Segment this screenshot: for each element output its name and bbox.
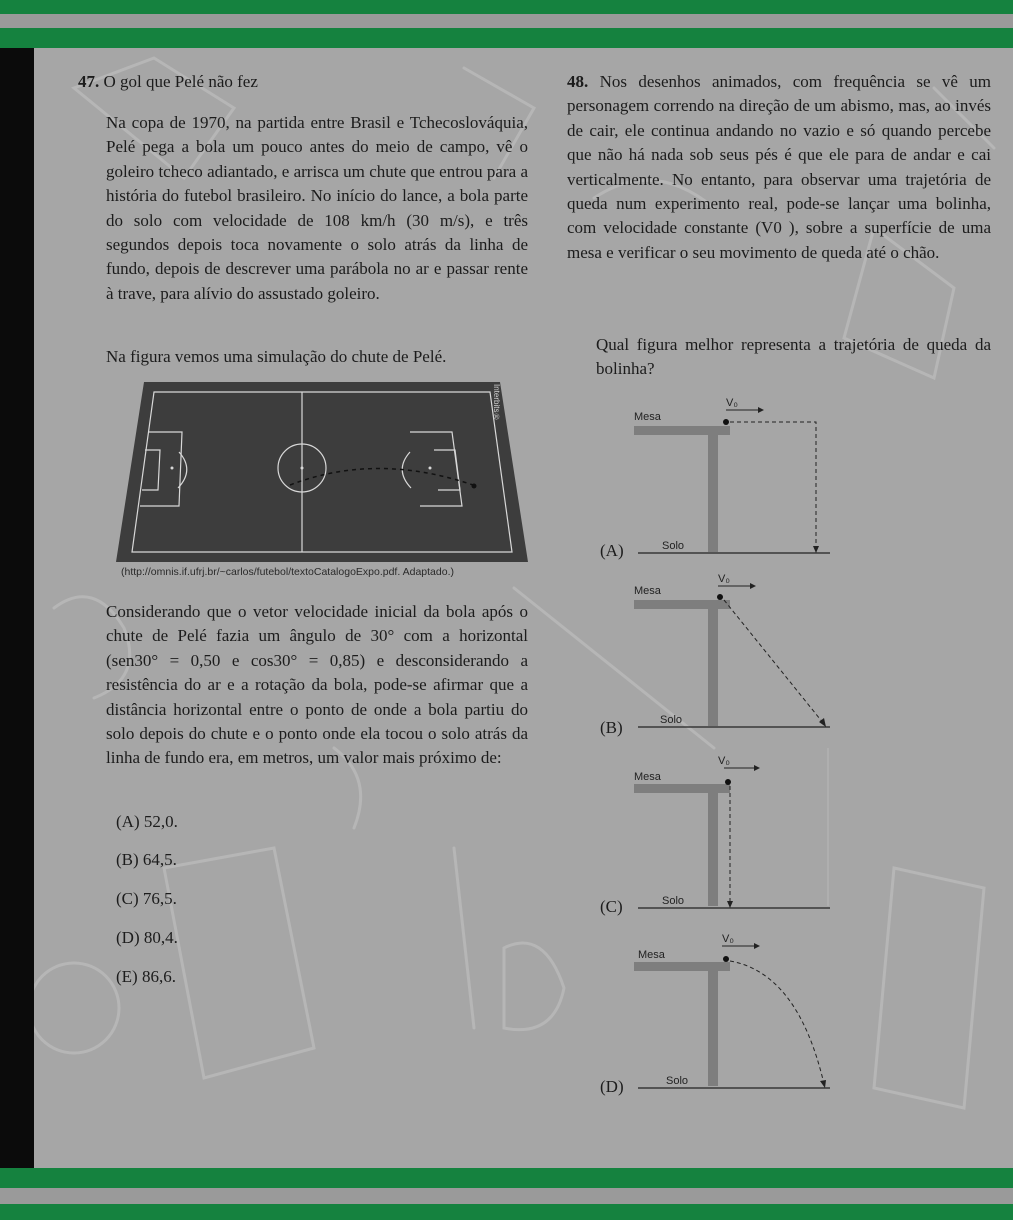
diagram-d-mesa-label: Mesa: [638, 949, 665, 961]
q48-option-b[interactable]: (B): [600, 718, 623, 737]
q47-number: 47.: [78, 72, 100, 91]
soccer-field-figure: [116, 382, 528, 562]
bottom-gray-band: [0, 1188, 1013, 1204]
diagram-d-solo-label: Solo: [666, 1075, 689, 1087]
left-black-bar: [0, 0, 34, 1220]
q48-option-c[interactable]: (C): [600, 897, 623, 916]
diagram-c-solo-label: Solo: [662, 895, 685, 907]
q48-option-d[interactable]: (D): [600, 1077, 624, 1096]
q47-heading: [78, 70, 258, 94]
diagram-b-mesa-label: Mesa: [634, 585, 661, 597]
q48-text: Nos desenhos animados, com frequência se vê um personagem correndo na direção de um abismo, mas, ao invés de cair, ele continua andando no vazio e só quando percebe que não há nada sob seus pés é que ele para de andar e cai verticalmente. No entanto, para observar uma trajetória de queda num experimento real, pode-se lançar uma bolinha, com velocidade constante (V0 ), sobre a superfície de uma mesa e verificar o seu movimento de queda até o chão.: [567, 72, 992, 262]
q47-paragraph-2: Na figura vemos uma simulação do chute de Pelé.: [106, 347, 447, 366]
diagram-c: [598, 748, 830, 912]
diagram-a-v0-label: V₀: [726, 397, 738, 409]
figure-credit: Interbits®: [492, 384, 501, 422]
q47-paragraph-1: Na copa de 1970, na partida entre Brasil e Tchecoslováquia, Pelé pega a bola um pouco antes do meio de campo, vê o goleiro tcheco adiantado, e arrisca um chute que entrou para a história do futebol brasileiro. No início do lance, a bola parte do solo com velocidade de 108 km/h (30 m/s), e três segundos depois toca novamente o solo atrás da linha de fundo, depois de descrever uma parábola no ar e passar rente à trave, para alívio do assustado goleiro.: [106, 113, 528, 303]
q48-question: Qual figura melhor representa a trajetória de queda da bolinha?: [596, 335, 991, 379]
q47-option-b[interactable]: (B) 64,5.: [116, 850, 177, 869]
q47-paragraph-3: Considerando que o vetor velocidade inicial da bola após o chute de Pelé fazia um ângulo de 30° com a horizontal (sen30° = 0,50 e cos30° = 0,85) e desconsiderando a resistência do ar e a rotação da bola, pode-se afirmar que a distância horizontal entre o ponto de onde a bola partiu do solo depois do chute e o ponto onde ela tocou o solo atrás da linha de fundo era, em metros, um valor mais próximo de:: [106, 602, 528, 768]
top-gray-band: [0, 14, 1013, 28]
figure-caption: (http://omnis.if.ufrj.br/~carlos/futebol/textoCatalogoExpo.pdf. Adaptado.): [121, 566, 454, 578]
top-green-band: [0, 0, 1013, 14]
top-green-band-2: [0, 28, 1013, 48]
q48-paragraph-1: [567, 70, 991, 265]
diagram-a-mesa-label: Mesa: [634, 411, 661, 423]
diagram-d-v0-label: V₀: [722, 933, 734, 945]
q48-number: 48.: [567, 72, 589, 91]
diagram-a-solo-label: Solo: [662, 540, 685, 552]
q47-option-a[interactable]: (A) 52,0.: [116, 812, 178, 831]
bottom-green-band-2: [0, 1204, 1013, 1220]
diagram-c-v0-label: V₀: [718, 755, 730, 767]
q48-option-a[interactable]: (A): [600, 541, 624, 560]
q47-option-d[interactable]: (D) 80,4.: [116, 928, 178, 947]
diagram-b-v0-label: V₀: [718, 573, 730, 585]
diagram-b: [598, 570, 830, 730]
diagram-a: [598, 390, 830, 558]
diagram-c-mesa-label: Mesa: [634, 771, 661, 783]
q47-option-c[interactable]: (C) 76,5.: [116, 889, 177, 908]
diagram-d: [598, 928, 830, 1092]
diagram-b-solo-label: Solo: [660, 714, 683, 726]
q47-option-e[interactable]: (E) 86,6.: [116, 967, 176, 986]
bottom-green-band: [0, 1168, 1013, 1188]
q47-title: O gol que Pelé não fez: [103, 72, 258, 91]
